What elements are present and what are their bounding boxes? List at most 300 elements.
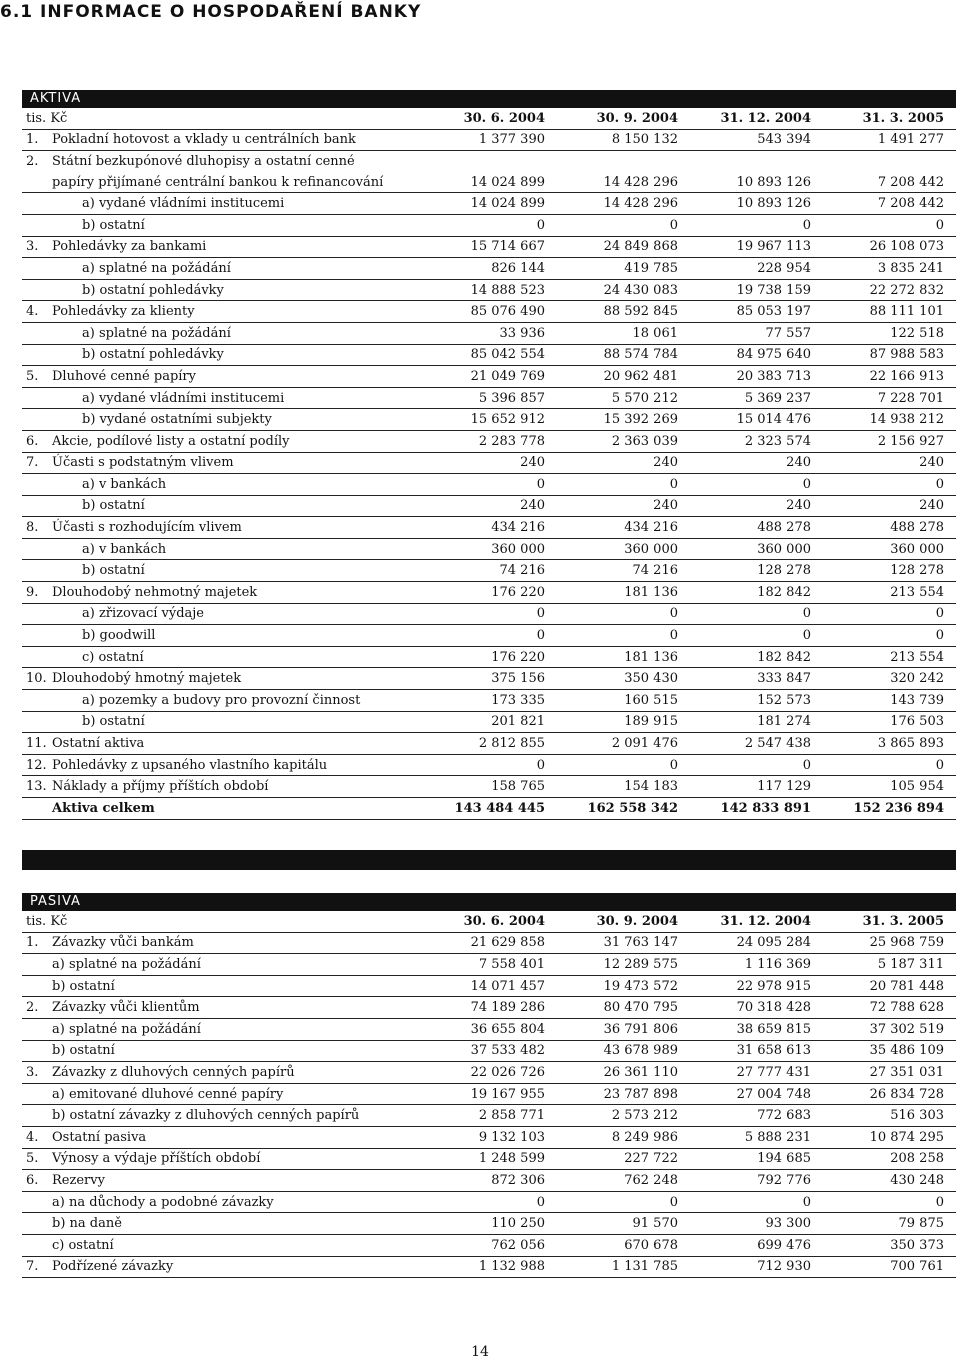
cell-value: 2 283 778 [424,430,557,452]
cell-value: 117 129 [690,776,823,798]
row-label [22,954,424,976]
cell-value: 7 228 701 [823,387,956,409]
row-label [22,129,424,151]
pasiva-section-header [22,893,956,911]
cell-value [557,151,690,172]
cell-value: 5 369 237 [690,387,823,409]
row-label [22,1126,424,1148]
cell-value: 173 335 [424,690,557,712]
cell-value: 2 323 574 [690,430,823,452]
unit-label: tis. Kč [22,108,424,129]
table-row [22,1148,956,1170]
cell-value: 0 [823,474,956,496]
section-divider-band [22,850,956,870]
cell-value: 0 [690,603,823,625]
cell-value: 84 975 640 [690,344,823,366]
row-label [22,366,424,388]
cell-value: 158 765 [424,776,557,798]
table-row [22,954,956,976]
table-row [22,997,956,1019]
cell-value: 5 888 231 [690,1126,823,1148]
column-header: 30. 6. 2004 [424,911,557,932]
row-label [22,344,424,366]
row-label [22,1256,424,1278]
cell-value: 87 988 583 [823,344,956,366]
cell-value: 0 [424,603,557,625]
cell-value: 699 476 [690,1234,823,1256]
row-label [22,582,424,604]
cell-value: 208 258 [823,1148,956,1170]
row-label [22,1213,424,1235]
table-row [22,1191,956,1213]
table-row [22,1126,956,1148]
table-row [22,560,956,582]
cell-value: 0 [823,625,956,647]
cell-value: 3 865 893 [823,733,956,755]
table-row [22,1170,956,1192]
row-index: 12. [26,757,47,773]
cell-value [424,151,557,172]
table-row [22,322,956,344]
cell-value [690,151,823,172]
table-row [22,279,956,301]
cell-value: 128 278 [823,560,956,582]
table-row [22,1040,956,1062]
row-label [22,754,424,776]
row-label [22,474,424,496]
cell-value: 700 761 [823,1256,956,1278]
cell-value: 7 558 401 [424,954,557,976]
total-value: 152 236 894 [823,798,956,820]
cell-value: 19 473 572 [557,975,690,997]
cell-value: 176 220 [424,582,557,604]
cell-value: 543 394 [690,129,823,151]
cell-value: 2 091 476 [557,733,690,755]
cell-value: 19 167 955 [424,1083,557,1105]
row-label-text: b) ostatní [82,563,145,579]
cell-value: 8 249 986 [557,1126,690,1148]
cell-value: 70 318 428 [690,997,823,1019]
cell-value: 176 503 [823,711,956,733]
cell-value: 434 216 [557,517,690,539]
cell-value: 74 216 [557,560,690,582]
row-label-text: Náklady a příjmy příštích období [52,779,269,795]
cell-value: 37 533 482 [424,1040,557,1062]
cell-value: 9 132 103 [424,1126,557,1148]
row-index: 1. [26,935,39,951]
row-label [22,430,424,452]
cell-value: 38 659 815 [690,1018,823,1040]
row-label-text: Pohledávky za klienty [52,304,195,320]
row-label [22,322,424,344]
cell-value: 10 874 295 [823,1126,956,1148]
cell-value: 26 108 073 [823,236,956,258]
cell-value: 88 574 784 [557,344,690,366]
row-label-text: b) vydané ostatními subjekty [82,412,272,428]
cell-value: 160 515 [557,690,690,712]
pasiva-section-label: PASIVA [30,894,81,909]
row-label [22,560,424,582]
cell-value: 0 [823,214,956,236]
cell-value: 2 858 771 [424,1105,557,1127]
row-label-text: Účasti s podstatným vlivem [52,455,234,471]
table-row [22,776,956,798]
cell-value: 227 722 [557,1148,690,1170]
cell-value: 27 004 748 [690,1083,823,1105]
page-title: 6.1 INFORMACE O HOSPODAŘENÍ BANKY [0,2,422,22]
row-label-text: Účasti s rozhodujícím vlivem [52,520,242,536]
cell-value: 2 573 212 [557,1105,690,1127]
table-row [22,538,956,560]
cell-value: 3 835 241 [823,258,956,280]
cell-value: 31 658 613 [690,1040,823,1062]
row-label [22,1040,424,1062]
row-label-text: a) splatné na požádání [52,1021,201,1037]
cell-value: 240 [424,495,557,517]
table-row [22,236,956,258]
cell-value: 74 189 286 [424,997,557,1019]
row-label [22,646,424,668]
row-label [22,625,424,647]
total-value: 142 833 891 [690,798,823,820]
row-label-text: Pohledávky za bankami [52,239,207,255]
cell-value: 14 428 296 [557,172,690,193]
row-index: 9. [26,584,39,600]
row-label-text: Závazky vůči bankám [52,935,194,951]
cell-value: 7 208 442 [823,193,956,215]
cell-value: 189 915 [557,711,690,733]
cell-value: 419 785 [557,258,690,280]
table-row [22,387,956,409]
table-row [22,754,956,776]
cell-value: 194 685 [690,1148,823,1170]
row-label [22,1105,424,1127]
cell-value: 488 278 [823,517,956,539]
row-label-text: a) vydané vládními institucemi [82,196,285,212]
cell-value: 0 [557,214,690,236]
table-row [22,625,956,647]
cell-value: 2 156 927 [823,430,956,452]
cell-value: 22 978 915 [690,975,823,997]
row-label-text: Podřízené závazky [52,1259,174,1275]
table-row [22,1083,956,1105]
cell-value: 0 [557,1191,690,1213]
total-row [22,798,956,820]
row-label-text: b) ostatní [82,217,145,233]
cell-value: 0 [823,1191,956,1213]
row-index: 5. [26,1151,39,1167]
cell-value: 792 776 [690,1170,823,1192]
cell-value: 360 000 [424,538,557,560]
table-row [22,1018,956,1040]
cell-value: 0 [424,474,557,496]
row-label-text: b) ostatní závazky z dluhových cenných papírů [52,1108,360,1124]
table-row [22,1213,956,1235]
cell-value: 228 954 [690,258,823,280]
row-label [22,517,424,539]
row-index: 7. [26,455,39,471]
row-label [22,452,424,474]
cell-value: 240 [557,452,690,474]
cell-value: 37 302 519 [823,1018,956,1040]
row-label-text: a) pozemky a budovy pro provozní činnost [82,692,361,708]
row-index: 8. [26,520,39,536]
table-row [22,1234,956,1256]
row-label [22,668,424,690]
row-index: 7. [26,1259,39,1275]
cell-value: 320 242 [823,668,956,690]
cell-value: 88 592 845 [557,301,690,323]
row-index: 10. [26,671,47,687]
cell-value: 43 678 989 [557,1040,690,1062]
aktiva-section-label: AKTIVA [30,91,82,106]
cell-value: 110 250 [424,1213,557,1235]
row-label [22,1083,424,1105]
table-row [22,151,956,172]
cell-value: 0 [557,603,690,625]
row-label-text: b) ostatní [52,978,115,994]
cell-value: 80 470 795 [557,997,690,1019]
cell-value: 181 274 [690,711,823,733]
unit-label: tis. Kč [22,911,424,932]
cell-value: 24 849 868 [557,236,690,258]
cell-value: 1 491 277 [823,129,956,151]
row-label [22,1148,424,1170]
cell-value: 93 300 [690,1213,823,1235]
cell-value: 15 714 667 [424,236,557,258]
cell-value: 15 652 912 [424,409,557,431]
row-label-text: papíry přijímané centrální bankou k refinancování [52,174,384,190]
table-row [22,430,956,452]
cell-value: 0 [424,754,557,776]
cell-value: 5 396 857 [424,387,557,409]
cell-value: 772 683 [690,1105,823,1127]
table-row [22,932,956,954]
cell-value: 488 278 [690,517,823,539]
row-label [22,258,424,280]
row-label [22,1191,424,1213]
table-row [22,474,956,496]
row-index: 1. [26,132,39,148]
column-header: 30. 9. 2004 [557,108,690,129]
table-row [22,646,956,668]
cell-value: 181 136 [557,582,690,604]
cell-value: 74 216 [424,560,557,582]
cell-value: 5 187 311 [823,954,956,976]
cell-value: 35 486 109 [823,1040,956,1062]
cell-value: 0 [557,625,690,647]
row-label-text: Pokladní hotovost a vklady u centrálních bank [52,132,356,148]
cell-value: 31 763 147 [557,932,690,954]
cell-value: 0 [823,754,956,776]
aktiva-table [22,108,956,820]
row-label [22,279,424,301]
row-label [22,1018,424,1040]
cell-value: 79 875 [823,1213,956,1235]
cell-value: 1 131 785 [557,1256,690,1278]
cell-value: 201 821 [424,711,557,733]
cell-value: 0 [690,625,823,647]
row-label [22,975,424,997]
cell-value: 1 116 369 [690,954,823,976]
cell-value: 333 847 [690,668,823,690]
table-row [22,582,956,604]
row-label-text: Státní bezkupónové dluhopisy a ostatní cenné [52,153,355,169]
cell-value: 22 026 726 [424,1062,557,1084]
cell-value: 26 834 728 [823,1083,956,1105]
cell-value: 91 570 [557,1213,690,1235]
table-row [22,1256,956,1278]
cell-value: 10 893 126 [690,193,823,215]
table-row [22,1062,956,1084]
cell-value: 152 573 [690,690,823,712]
cell-value: 1 132 988 [424,1256,557,1278]
cell-value: 240 [557,495,690,517]
row-label-text: a) zřizovací výdaje [82,606,205,622]
row-label-text: a) splatné na požádání [52,956,201,972]
table-row [22,711,956,733]
row-label [22,1234,424,1256]
cell-value: 0 [823,603,956,625]
row-label [22,387,424,409]
row-label [22,1170,424,1192]
table-row [22,172,956,193]
cell-value: 430 248 [823,1170,956,1192]
cell-value: 0 [690,754,823,776]
column-header: 31. 12. 2004 [690,911,823,932]
column-header: 31. 3. 2005 [823,108,956,129]
table-row [22,690,956,712]
table-row [22,668,956,690]
row-label-text: a) splatné na požádání [82,325,231,341]
cell-value: 15 392 269 [557,409,690,431]
cell-value: 21 629 858 [424,932,557,954]
cell-value: 350 430 [557,668,690,690]
row-label-text: c) ostatní [52,1237,114,1253]
aktiva-header-row [22,108,956,129]
cell-value: 105 954 [823,776,956,798]
cell-value: 20 962 481 [557,366,690,388]
cell-value: 670 678 [557,1234,690,1256]
cell-value [823,151,956,172]
row-index: 4. [26,1129,39,1145]
row-label-text: a) emitované dluhové cenné papíry [52,1086,284,1102]
column-header: 30. 6. 2004 [424,108,557,129]
cell-value: 182 842 [690,582,823,604]
table-row [22,129,956,151]
row-label [22,1062,424,1084]
row-label [22,776,424,798]
cell-value: 0 [557,474,690,496]
row-label [22,690,424,712]
table-row [22,409,956,431]
cell-value: 154 183 [557,776,690,798]
row-label [22,409,424,431]
cell-value: 2 812 855 [424,733,557,755]
total-value: 143 484 445 [424,798,557,820]
column-header: 30. 9. 2004 [557,911,690,932]
row-label-text: c) ostatní [82,649,144,665]
table-row [22,214,956,236]
row-index: 2. [26,1000,39,1016]
cell-value: 14 938 212 [823,409,956,431]
cell-value: 176 220 [424,646,557,668]
row-label [22,711,424,733]
cell-value: 85 076 490 [424,301,557,323]
cell-value: 5 570 212 [557,387,690,409]
cell-value: 26 361 110 [557,1062,690,1084]
cell-value: 14 024 899 [424,172,557,193]
row-label-text: b) ostatní [82,714,145,730]
cell-value: 14 888 523 [424,279,557,301]
cell-value: 1 248 599 [424,1148,557,1170]
row-label-text: Závazky vůči klientům [52,1000,200,1016]
cell-value: 240 [823,495,956,517]
cell-value: 0 [424,1191,557,1213]
cell-value: 22 166 913 [823,366,956,388]
cell-value: 7 208 442 [823,172,956,193]
pasiva-header-row [22,911,956,932]
table-row [22,258,956,280]
cell-value: 350 373 [823,1234,956,1256]
row-label-text: a) v bankách [82,541,167,557]
row-index: 11. [26,736,47,752]
cell-value: 27 351 031 [823,1062,956,1084]
cell-value: 360 000 [823,538,956,560]
cell-value: 762 056 [424,1234,557,1256]
cell-value: 85 053 197 [690,301,823,323]
row-index: 13. [26,779,47,795]
cell-value: 20 383 713 [690,366,823,388]
cell-value: 712 930 [690,1256,823,1278]
total-label: Aktiva celkem [22,798,424,820]
cell-value: 0 [690,474,823,496]
row-label-text: b) goodwill [82,628,156,644]
cell-value: 0 [690,214,823,236]
cell-value: 23 787 898 [557,1083,690,1105]
cell-value: 18 061 [557,322,690,344]
cell-value: 0 [424,214,557,236]
cell-value: 33 936 [424,322,557,344]
row-index: 5. [26,368,39,384]
cell-value: 182 842 [690,646,823,668]
table-row [22,733,956,755]
cell-value: 22 272 832 [823,279,956,301]
cell-value: 143 739 [823,690,956,712]
cell-value: 36 655 804 [424,1018,557,1040]
cell-value: 24 095 284 [690,932,823,954]
column-header: 31. 12. 2004 [690,108,823,129]
cell-value: 27 777 431 [690,1062,823,1084]
cell-value: 181 136 [557,646,690,668]
total-value: 162 558 342 [557,798,690,820]
row-label [22,214,424,236]
cell-value: 2 363 039 [557,430,690,452]
row-label [22,301,424,323]
table-row [22,975,956,997]
row-label-text: Dlouhodobý nehmotný majetek [52,584,258,600]
cell-value: 240 [690,495,823,517]
cell-value: 8 150 132 [557,129,690,151]
row-label [22,495,424,517]
cell-value: 128 278 [690,560,823,582]
cell-value: 88 111 101 [823,301,956,323]
row-label-text: a) v bankách [82,476,167,492]
table-row [22,452,956,474]
row-label-text: b) na daně [52,1216,122,1232]
cell-value: 24 430 083 [557,279,690,301]
cell-value: 360 000 [557,538,690,560]
